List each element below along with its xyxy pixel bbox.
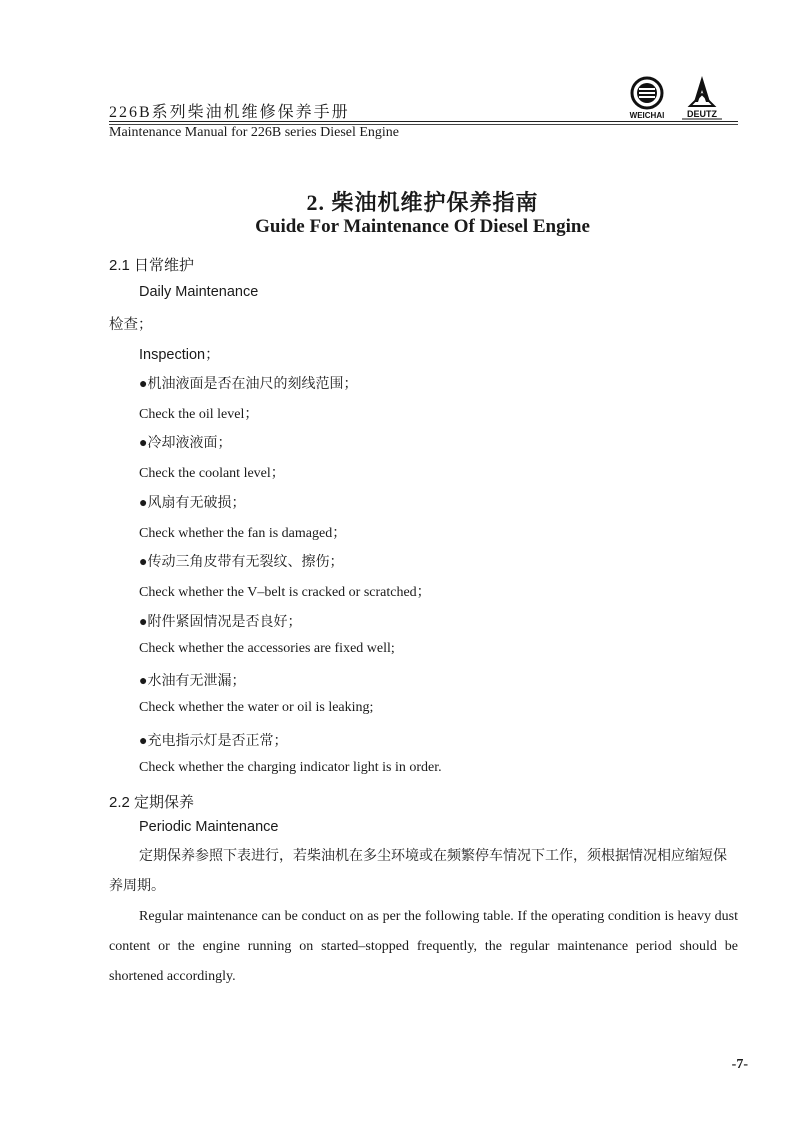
weichai-logo: [626, 76, 668, 120]
check-item-en: Check whether the fan is damaged；: [139, 526, 347, 541]
check-item-cn: ●水油有无泄漏；: [139, 674, 246, 689]
header-rule: [109, 121, 738, 122]
check-item-en: Check the coolant level；: [139, 466, 285, 481]
periodic-paragraph-cn: 定期保养参照下表进行，若柴油机在多尘环境或在频繁停车情况下工作，须根据情况相应缩短保养周期。: [109, 849, 727, 894]
inspection-cn: 检查；: [109, 317, 153, 333]
check-item-cn: ●冷却液液面；: [139, 436, 232, 451]
check-item-cn: ●机油液面是否在油尺的刻线范围；: [139, 377, 358, 392]
check-item-en: Check whether the charging indicator light is in order.: [139, 760, 442, 775]
weichai-logo-label: WEICHAI: [629, 111, 665, 120]
inspection-en: Inspection；: [139, 347, 220, 363]
daily-heading-en: Daily Maintenance: [139, 284, 259, 300]
check-item-cn: ●传动三角皮带有无裂纹、擦伤；: [139, 555, 344, 570]
deutz-logo: [678, 72, 726, 120]
header-title-en: Maintenance Manual for 226B series Diesel Engine: [109, 125, 400, 140]
periodic-paragraph-en: Regular maintenance can be conduct on as per the following table. If the operating condition is heavy dust content or the engine running on started–stopped frequently, the regular maintenance period should be shortened accordingly.: [109, 909, 738, 984]
check-item-cn: ●附件紧固情况是否良好；: [139, 615, 302, 630]
check-item-cn: ●充电指示灯是否正常；: [139, 734, 288, 749]
periodic-heading-en: Periodic Maintenance: [139, 819, 279, 835]
check-item-en: Check whether the water or oil is leaking;: [139, 700, 374, 715]
check-item-en: Check whether the V–belt is cracked or scratched；: [139, 585, 431, 600]
check-item-cn: ●风扇有无破损；: [139, 496, 246, 511]
page-number: -7-: [731, 1057, 748, 1072]
header-title-cn: 226B系列柴油机维修保养手册: [109, 104, 350, 121]
daily-heading-cn: 2.1 日常维护: [109, 257, 195, 274]
check-item-en: Check whether the accessories are fixed well;: [139, 641, 395, 656]
section-title-cn: 2. 柴油机维护保养指南: [306, 190, 539, 215]
deutz-logo-label: DEUTZ: [687, 109, 717, 119]
periodic-heading-cn: 2.2 定期保养: [109, 794, 195, 811]
section-title-en: Guide For Maintenance Of Diesel Engine: [255, 216, 590, 237]
check-item-en: Check the oil level；: [139, 407, 259, 422]
